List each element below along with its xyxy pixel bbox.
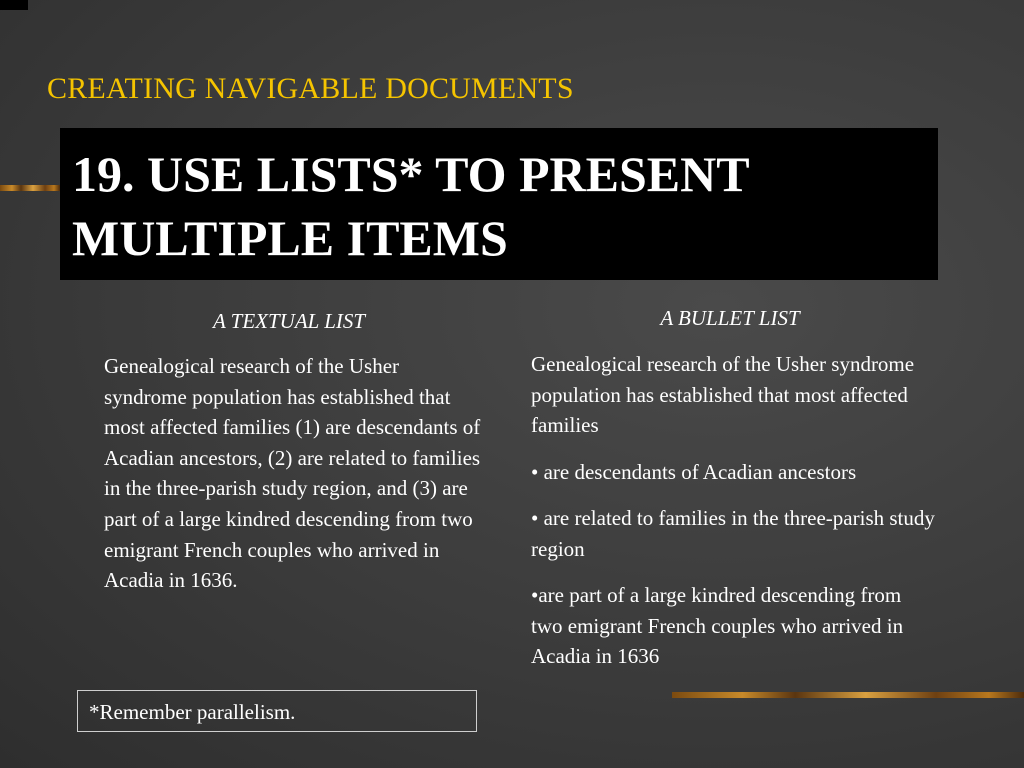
bullet-list-item: •are part of a large kindred descending from two emigrant French couples who arrived in Acadia in 1636 [531, 582, 904, 669]
slide-title [72, 142, 750, 270]
bullet-list-heading: A BULLET LIST [660, 306, 800, 330]
textual-list-body: Genealogical research of the Usher syndrome population has established that most affected families (1) are descendants of Acadian ancestors, (2) are related to families in the three-parish study region, and (3) are part of a large kindred descending from two emigrant French couples who arrived in Acadia in 1636. [104, 354, 481, 593]
decorative-stripe-right [672, 692, 1024, 698]
parallelism-note: *Remember parallelism. [77, 690, 477, 732]
slide-title-line-1: 19. USE LISTS* TO PRESENT [72, 146, 750, 202]
bullet-list-item: • are descendants of Acadian ancestors [531, 459, 857, 484]
title-box [60, 128, 938, 280]
section-title: CREATING NAVIGABLE DOCUMENTS [47, 72, 574, 105]
corner-mark [0, 0, 28, 10]
textual-list-heading: A TEXTUAL LIST [212, 309, 366, 333]
bullet-list-intro: Genealogical research of the Usher syndrome population has established that most affected families [531, 352, 915, 438]
slide-title-line-2: MULTIPLE ITEMS [72, 210, 508, 266]
bullet-list-item: • are related to families in the three-parish study region [531, 505, 935, 561]
decorative-stripe-left [0, 185, 60, 191]
bullet-list [531, 349, 936, 688]
